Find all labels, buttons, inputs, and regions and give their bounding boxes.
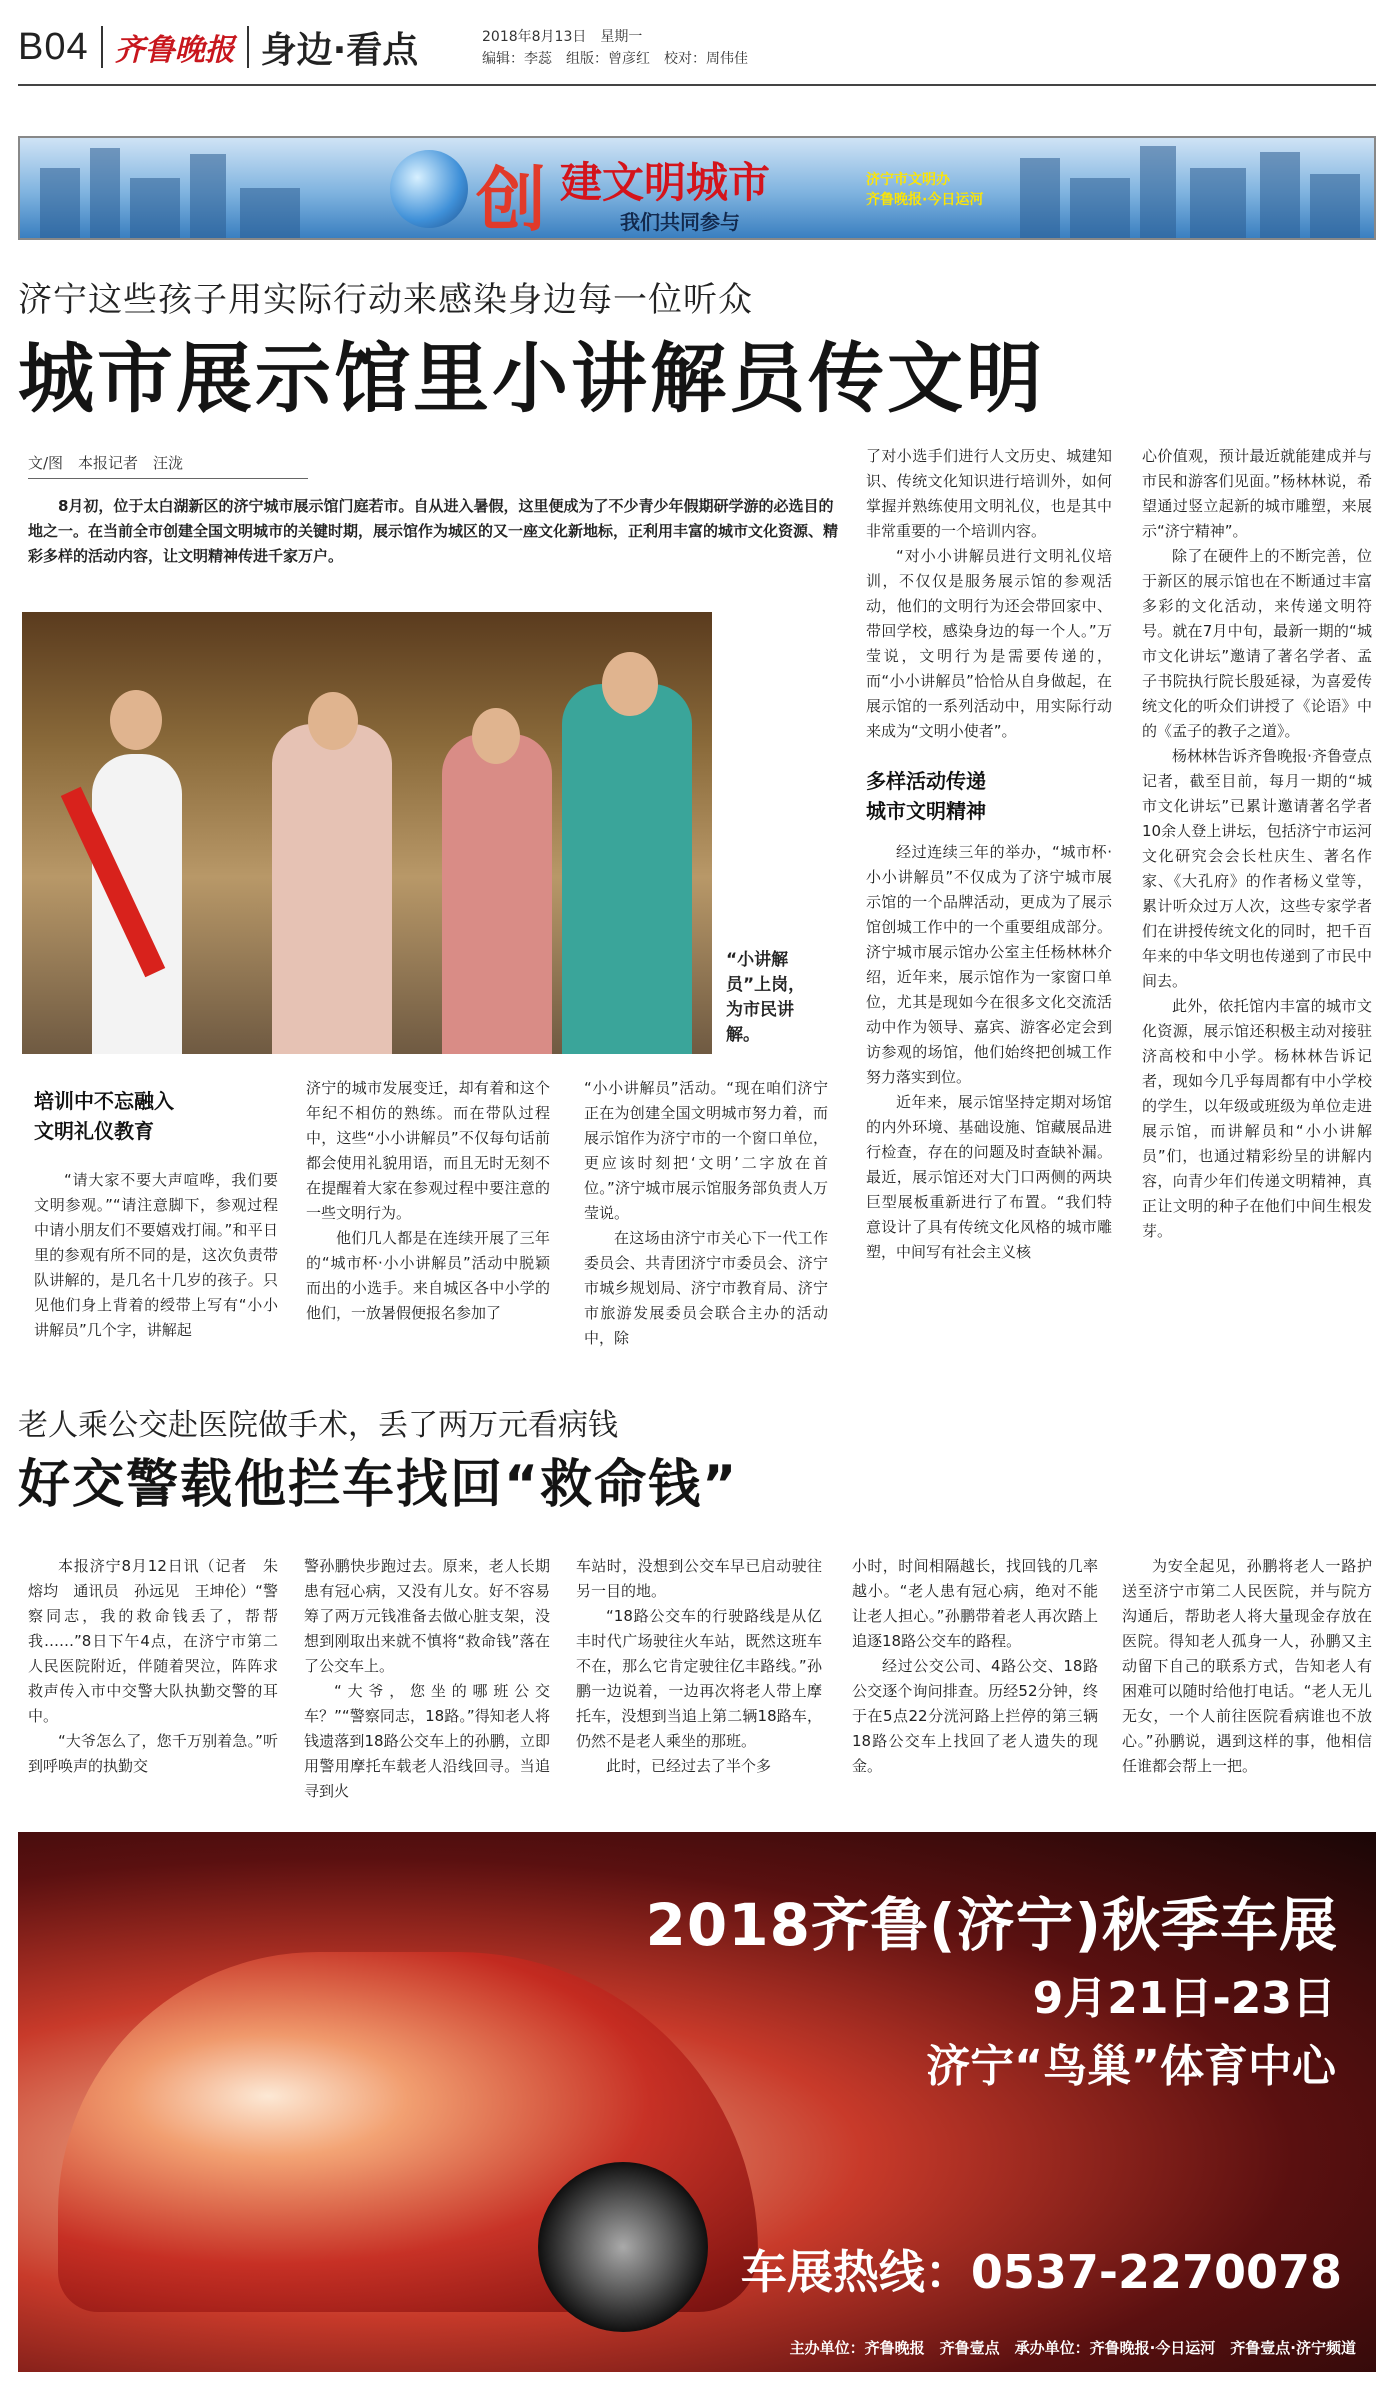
section-title: 身边·看点	[260, 29, 419, 71]
paragraph: 杨林林告诉齐鲁晚报·齐鲁壹点记者，截至目前，每月一期的“城市文化讲坛”已累计邀请著名学者10余人登上讲坛，包括济宁市运河文化研究会会长杜庆生、著名作家、《大孔府》的作者杨义堂等，累计听众过万人次，这些专家学者们在讲授传统文化的同时，把千百年来的中华文明也传递到了市民中间去。	[1142, 747, 1372, 990]
article1-subheadline: 济宁这些孩子用实际行动来感染身边每一位听众	[18, 280, 753, 320]
paragraph: 济宁的城市发展变迁，却有着和这个年纪不相仿的熟练。而在带队过程中，这些“小小讲解员”不仅每句话前都会使用礼貌用语，而且无时无刻不在提醒着大家在参观过程中要注意的一些文明行为。	[306, 1079, 550, 1222]
header-rule	[18, 84, 1376, 86]
skyline-building	[1310, 174, 1360, 238]
article1-column-4	[866, 444, 1112, 1265]
issue-date: 2018年8月13日 星期一	[482, 29, 643, 45]
banner-org-2: 齐鲁晚报·今日运河	[866, 192, 984, 208]
paragraph: 他们几人都是在连续开展了三年的“城市杯·小小讲解员”活动中脱颖而出的小选手。来自城区各中小学的他们，一放暑假便报名参加了	[306, 1229, 550, 1322]
paragraph: 除了在硬件上的不断完善，位于新区的展示馆也在不断通过丰富多彩的文化活动，来传递文明符号。就在7月中旬，最新一期的“城市文化讲坛”邀请了著名学者、孟子书院执行院长殷延禄，为喜爱传统文化的听众们讲授了《论语》中的《孟子的教子之道》。	[1142, 547, 1372, 740]
article1-column-2	[306, 1076, 550, 1326]
photo-caption: “小讲解员”上岗，为市民讲解。	[726, 950, 806, 1045]
ad-title: 2018齐鲁(济宁)秋季车展	[645, 1891, 1338, 1959]
header-meta	[482, 26, 748, 70]
photo-head	[110, 690, 162, 750]
banner-big-character: 创	[476, 158, 546, 240]
photo-man-figure	[562, 684, 692, 1054]
banner-subtitle: 我们共同参与	[620, 210, 740, 234]
page-header	[18, 22, 418, 72]
skyline-building	[1070, 178, 1130, 238]
header-divider	[101, 26, 103, 68]
article2-column-1	[28, 1554, 278, 1779]
article1-byline: 文/图 本报记者 汪泷	[28, 454, 184, 472]
article1-column-1	[34, 1168, 278, 1343]
photo-woman-figure	[272, 724, 392, 1054]
car-wheel	[538, 2162, 708, 2332]
photo-head	[308, 692, 358, 750]
photo-head	[602, 652, 658, 716]
article1-photo	[22, 612, 712, 1054]
banner-title: 建文明城市	[560, 158, 771, 207]
paragraph: 警孙鹏快步跑过去。原来，老人长期患有冠心病，又没有儿女。好不容易筹了两万元钱准备去做心脏支架，没想到刚取出来就不慎将“救命钱”落在了公交车上。	[304, 1557, 550, 1675]
skyline-building	[40, 168, 80, 238]
paragraph: 本报济宁8月12日讯（记者 朱熔均 通讯员 孙远见 王坤伦）“警察同志，我的救命钱丢了，帮帮我……”8日下午4点，在济宁市第二人民医院附近，伴随着哭泣，阵阵求救声传入市中交警大队执勤交警的耳中。	[28, 1557, 278, 1725]
photo-girl-figure	[92, 754, 182, 1054]
page-number: B04	[18, 25, 89, 68]
byline-rule	[28, 478, 308, 479]
paragraph: “请大家不要大声喧哗，我们要文明参观。”“请注意脚下，参观过程中请小朋友们不要嬉戏打闹。”和平日里的参观有所不同的是，这次负责带队讲解的，是几名十几岁的孩子。只见他们身上背着的绶带上写有“小小讲解员”几个字，讲解起	[34, 1171, 278, 1339]
paragraph: 经过公交公司、4路公交、18路公交逐个询问排查。历经52分钟，终于在5点22分洸河路上拦停的第三辆18路公交车上找回了老人遗失的现金。	[852, 1657, 1098, 1775]
skyline-building	[90, 148, 120, 238]
article2-column-5	[1122, 1554, 1372, 1779]
paragraph: 车站时，没想到公交车早已启动驶往另一目的地。	[576, 1557, 822, 1600]
banner-org-1: 济宁市文明办	[866, 172, 950, 188]
paragraph: 了对小选手们进行人文历史、城建知识、传统文化知识进行培训外，如何掌握并熟练使用文明礼仪，也是其中非常重要的一个培训内容。	[866, 447, 1112, 540]
paragraph: 近年来，展示馆坚持定期对场馆的内外环境、基础设施、馆藏展品进行检查，存在的问题及时查缺补漏。最近，展示馆还对大门口两侧的两块巨型展板重新进行了布置。“我们特意设计了具有传统文化风格的城市雕塑，中间写有社会主义核	[866, 1093, 1112, 1261]
photo-woman2-figure	[442, 734, 552, 1054]
skyline-building	[1020, 158, 1060, 238]
article2-subheadline: 老人乘公交赴医院做手术，丢了两万元看病钱	[18, 1408, 618, 1443]
article1-headline: 城市展示馆里小讲解员传文明	[18, 334, 1045, 423]
article2-column-3	[576, 1554, 822, 1779]
article2-headline: 好交警载他拦车找回“救命钱”	[18, 1455, 739, 1515]
paragraph: “小小讲解员”活动。“现在咱们济宁正在为创建全国文明城市努力着，而展示馆作为济宁市的一个窗口单位，更应该时刻把‘文明’二字放在首位。”济宁城市展示馆服务部负责人万莹说。	[584, 1079, 828, 1222]
skyline-building	[240, 188, 300, 238]
ad-date: 9月21日-23日	[1032, 1973, 1336, 2024]
skyline-building	[1190, 168, 1246, 238]
paragraph: 为安全起见，孙鹏将老人一路护送至济宁市第二人民医院，并与院方沟通后，帮助老人将大量现金存放在医院。得知老人孤身一人，孙鹏又主动留下自己的联系方式，告知老人有困难可以随时给他打电话。“老人无儿无女，一个人前往医院看病谁也不放心。”孙鹏说，遇到这样的事，他相信任谁都会帮上一把。	[1122, 1557, 1372, 1775]
ad-venue: 济宁“鸟巢”体育中心	[926, 2041, 1336, 2092]
header-divider	[247, 26, 249, 68]
civilization-banner	[18, 136, 1376, 240]
paragraph: 在这场由济宁市关心下一代工作委员会、共青团济宁市委员会、济宁市城乡规划局、济宁市教育局、济宁市旅游发展委员会联合主办的活动中，除	[584, 1229, 828, 1347]
article1-lead: 8月初，位于太白湖新区的济宁城市展示馆门庭若市。自从进入暑假，这里便成为了不少青少年假期研学游的必选目的地之一。在当前全市创建全国文明城市的关键时期，展示馆作为城区的又一座文化新地标，正利用丰富的城市文化资源、精彩多样的活动内容，让文明精神传进千家万户。	[28, 497, 839, 565]
globe-icon	[390, 150, 468, 228]
paragraph: “大爷怎么了，您千万别着急。”听到呼唤声的执勤交	[28, 1732, 278, 1775]
paragraph: “大爷，您坐的哪班公交车？”“警察同志，18路。”得知老人将钱遗落到18路公交车上的孙鹏，立即用警用摩托车载老人沿线回寻。当追寻到火	[304, 1682, 550, 1800]
article1-section-title-2: 多样活动传递 城市文明精神	[866, 769, 986, 823]
car-show-advertisement	[18, 1832, 1376, 2372]
photo-head	[472, 708, 520, 764]
article1-column-3	[584, 1076, 828, 1351]
ad-hotline: 车展热线：0537-2270078	[740, 2245, 1342, 2299]
newspaper-logo: 齐鲁晚报	[114, 33, 235, 68]
paragraph: 此外，依托馆内丰富的城市文化资源，展示馆还积极主动对接驻济高校和中小学。杨林林告诉记者，现如今几乎每周都有中小学校的学生，以年级或班级为单位走进展示馆，而讲解员和“小小讲解员”们，也通过精彩纷呈的讲解内容，向青少年们传递文明精神，真正让文明的种子在他们中间生根发芽。	[1142, 997, 1372, 1240]
skyline-building	[1140, 146, 1176, 238]
staff-credits: 编辑：李蕊 组版：曾彦红 校对：周伟佳	[482, 51, 748, 67]
article2-column-4	[852, 1554, 1098, 1779]
paragraph: 小时，时间相隔越长，找回钱的几率越小。“老人患有冠心病，绝对不能让老人担心。”孙鹏带着老人再次踏上追逐18路公交车的路程。	[852, 1557, 1098, 1650]
paragraph: 心价值观，预计最近就能建成并与市民和游客们见面。”杨林林说，希望通过竖立起新的城市雕塑，来展示“济宁精神”。	[1142, 447, 1372, 540]
paragraph: 此时，已经过去了半个多	[606, 1757, 772, 1775]
paragraph: “18路公交车的行驶路线是从亿丰时代广场驶往火车站，既然这班车不在，那么它肯定驶往亿丰路线。”孙鹏一边说着，一边再次将老人带上摩托车，没想到当追上第二辆18路车，仍然不是老人乘坐的那班。	[576, 1607, 822, 1750]
paragraph: “对小小讲解员进行文明礼仪培训，不仅仅是服务展示馆的参观活动，他们的文明行为还会带回家中、带回学校，感染身边的每一个人。”万莹说，文明行为是需要传递的，而“小小讲解员”恰恰从自身做起，在展示馆的一系列活动中，用实际行动来成为“文明小使者”。	[866, 547, 1112, 740]
article2-column-2	[304, 1554, 550, 1804]
skyline-building	[130, 178, 180, 238]
skyline-building	[190, 154, 226, 238]
article1-section-title-1: 培训中不忘融入 文明礼仪教育	[34, 1089, 174, 1143]
article1-column-5	[1142, 444, 1372, 1244]
ad-sponsors: 主办单位：齐鲁晚报 齐鲁壹点 承办单位：齐鲁晚报·今日运河 齐鲁壹点·济宁频道	[789, 2339, 1356, 2357]
banner-organizers	[866, 170, 983, 210]
skyline-building	[1260, 152, 1300, 238]
paragraph: 经过连续三年的举办，“城市杯·小小讲解员”不仅成为了济宁城市展示馆的一个品牌活动，更成为了展示馆创城工作中的一个重要组成部分。济宁城市展示馆办公室主任杨林林介绍，近年来，展示馆作为一家窗口单位，尤其是现如今在很多文化交流活动中作为领导、嘉宾、游客必定会到访参观的场馆，他们始终把创城工作努力落实到位。	[866, 843, 1112, 1086]
